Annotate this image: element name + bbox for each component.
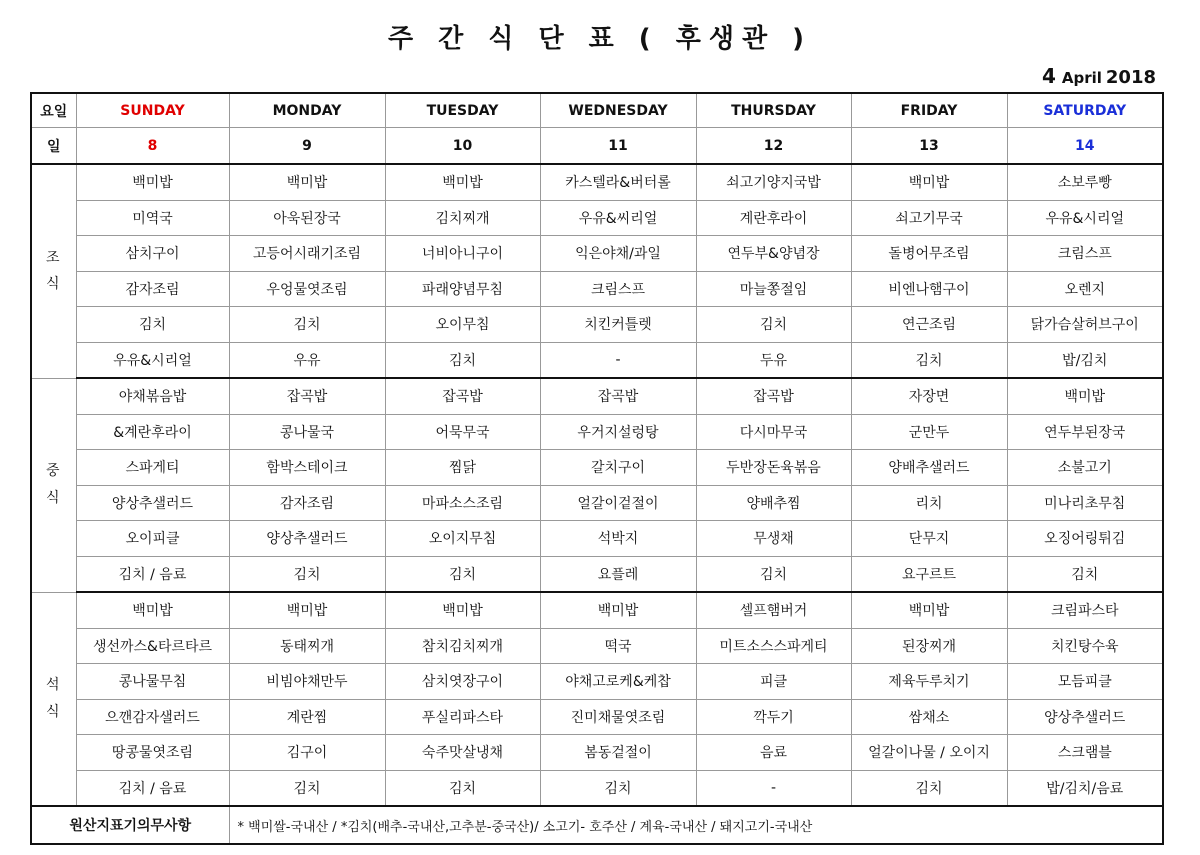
lunch-item-thursday: 잡곡밥	[696, 378, 851, 414]
breakfast-row	[31, 307, 1163, 343]
dinner-item-wednesday: 백미밥	[540, 592, 696, 628]
dinner-item-thursday: 음료	[696, 735, 851, 771]
lunch-item-monday: 콩나물국	[229, 414, 385, 450]
dinner-item-wednesday: 진미채물엿조림	[540, 699, 696, 735]
breakfast-item-thursday: 마늘쫑절임	[696, 271, 851, 307]
breakfast-label-char: 식	[45, 276, 62, 293]
lunch-item-friday: 단무지	[851, 521, 1007, 557]
dinner-item-thursday: 피클	[696, 664, 851, 700]
breakfast-item-monday: 아욱된장국	[229, 200, 385, 236]
dinner-item-saturday: 양상추샐러드	[1007, 699, 1163, 735]
breakfast-item-wednesday: 크림스프	[540, 271, 696, 307]
lunch-item-tuesday: 마파소스조림	[385, 485, 540, 521]
dinner-item-friday: 된장찌개	[851, 628, 1007, 664]
breakfast-item-monday: 우유	[229, 342, 385, 378]
breakfast-item-saturday: 닭가슴살허브구이	[1007, 307, 1163, 343]
breakfast-item-saturday: 우유&시리얼	[1007, 200, 1163, 236]
dinner-item-monday: 비빔야채만두	[229, 664, 385, 700]
dinner-item-wednesday: 떡국	[540, 628, 696, 664]
origin-notice-row	[31, 806, 1163, 844]
page-title: 주 간 식 단 표 ( 후생관 )	[387, 24, 813, 54]
dinner-item-saturday: 밥/김치/음료	[1007, 770, 1163, 806]
breakfast-row	[31, 200, 1163, 236]
date-saturday: 14	[1007, 128, 1163, 165]
dinner-item-wednesday: 김치	[540, 770, 696, 806]
dinner-row	[31, 699, 1163, 735]
dinner-item-saturday: 스크램블	[1007, 735, 1163, 771]
date-month: April	[1061, 69, 1102, 87]
date-year: 2018	[1105, 67, 1156, 88]
dinner-item-wednesday: 야채고로케&케찹	[540, 664, 696, 700]
lunch-item-friday: 리치	[851, 485, 1007, 521]
breakfast-item-thursday: 쇠고기양지국밥	[696, 164, 851, 200]
lunch-item-tuesday: 찜닭	[385, 450, 540, 486]
lunch-item-thursday: 김치	[696, 556, 851, 592]
menu-date	[1042, 64, 1156, 88]
dinner-item-sunday: 김치 / 음료	[76, 770, 229, 806]
lunch-item-thursday: 다시마무국	[696, 414, 851, 450]
lunch-item-friday: 양배추샐러드	[851, 450, 1007, 486]
dinner-label-char: 식	[45, 703, 62, 720]
breakfast-item-thursday: 연두부&양념장	[696, 236, 851, 272]
breakfast-item-tuesday: 김치찌개	[385, 200, 540, 236]
lunch-item-sunday: 양상추샐러드	[76, 485, 229, 521]
breakfast-row	[31, 236, 1163, 272]
dinner-item-monday: 계란찜	[229, 699, 385, 735]
header-tuesday: TUESDAY	[385, 93, 540, 128]
date-number-row	[31, 128, 1163, 165]
breakfast-row	[31, 342, 1163, 378]
breakfast-item-wednesday: -	[540, 342, 696, 378]
lunch-item-saturday: 백미밥	[1007, 378, 1163, 414]
lunch-row	[31, 414, 1163, 450]
date-thursday: 12	[696, 128, 851, 165]
breakfast-item-tuesday: 오이무침	[385, 307, 540, 343]
lunch-item-tuesday: 김치	[385, 556, 540, 592]
breakfast-item-monday: 우엉물엿조림	[229, 271, 385, 307]
date-tuesday: 10	[385, 128, 540, 165]
dinner-item-monday: 동태찌개	[229, 628, 385, 664]
dinner-item-saturday: 모듬피클	[1007, 664, 1163, 700]
weekly-menu-table	[30, 92, 1164, 845]
header-wednesday: WEDNESDAY	[540, 93, 696, 128]
lunch-row	[31, 378, 1163, 414]
weekday-row-label: 요일	[31, 93, 76, 128]
lunch-item-monday: 김치	[229, 556, 385, 592]
dinner-label-char: 석	[45, 677, 62, 694]
breakfast-item-saturday: 밥/김치	[1007, 342, 1163, 378]
lunch-item-monday: 감자조림	[229, 485, 385, 521]
lunch-label	[31, 378, 76, 592]
dinner-item-thursday: 미트소스스파게티	[696, 628, 851, 664]
dinner-item-friday: 쌈채소	[851, 699, 1007, 735]
dinner-row	[31, 592, 1163, 628]
lunch-item-monday: 함박스테이크	[229, 450, 385, 486]
dinner-row	[31, 770, 1163, 806]
breakfast-item-wednesday: 우유&씨리얼	[540, 200, 696, 236]
lunch-item-tuesday: 잡곡밥	[385, 378, 540, 414]
lunch-item-tuesday: 어묵무국	[385, 414, 540, 450]
lunch-item-sunday: 스파게티	[76, 450, 229, 486]
lunch-item-monday: 잡곡밥	[229, 378, 385, 414]
lunch-item-wednesday: 잡곡밥	[540, 378, 696, 414]
lunch-item-wednesday: 요플레	[540, 556, 696, 592]
dinner-item-tuesday: 푸실리파스타	[385, 699, 540, 735]
breakfast-item-friday: 백미밥	[851, 164, 1007, 200]
breakfast-item-saturday: 오렌지	[1007, 271, 1163, 307]
breakfast-item-sunday: 우유&시리얼	[76, 342, 229, 378]
dinner-item-tuesday: 삼치엿장구이	[385, 664, 540, 700]
dinner-item-friday: 백미밥	[851, 592, 1007, 628]
dinner-item-sunday: 백미밥	[76, 592, 229, 628]
lunch-item-wednesday: 석박지	[540, 521, 696, 557]
lunch-item-saturday: 소불고기	[1007, 450, 1163, 486]
lunch-item-monday: 양상추샐러드	[229, 521, 385, 557]
dinner-item-sunday: 콩나물무침	[76, 664, 229, 700]
breakfast-label-char: 조	[45, 249, 62, 266]
breakfast-item-sunday: 감자조림	[76, 271, 229, 307]
lunch-item-friday: 자장면	[851, 378, 1007, 414]
lunch-row	[31, 450, 1163, 486]
breakfast-row	[31, 271, 1163, 307]
lunch-row	[31, 556, 1163, 592]
lunch-item-wednesday: 얼갈이겉절이	[540, 485, 696, 521]
dinner-item-tuesday: 김치	[385, 770, 540, 806]
header-saturday: SATURDAY	[1007, 93, 1163, 128]
breakfast-item-thursday: 두유	[696, 342, 851, 378]
dinner-item-sunday: 땅콩물엿조림	[76, 735, 229, 771]
dinner-item-thursday: -	[696, 770, 851, 806]
breakfast-item-friday: 돌병어무조림	[851, 236, 1007, 272]
dinner-item-saturday: 치킨탕수육	[1007, 628, 1163, 664]
lunch-item-friday: 군만두	[851, 414, 1007, 450]
header-thursday: THURSDAY	[696, 93, 851, 128]
lunch-item-thursday: 두반장돈육볶음	[696, 450, 851, 486]
lunch-row	[31, 485, 1163, 521]
breakfast-item-sunday: 삼치구이	[76, 236, 229, 272]
lunch-item-sunday: 오이피클	[76, 521, 229, 557]
date-monday: 9	[229, 128, 385, 165]
lunch-item-saturday: 김치	[1007, 556, 1163, 592]
breakfast-item-wednesday: 카스텔라&버터롤	[540, 164, 696, 200]
dinner-item-monday: 김구이	[229, 735, 385, 771]
date-day: 4	[1041, 64, 1056, 88]
dinner-item-tuesday: 숙주맛살냉채	[385, 735, 540, 771]
lunch-item-sunday: &계란후라이	[76, 414, 229, 450]
dinner-row	[31, 664, 1163, 700]
lunch-item-wednesday: 우거지설렁탕	[540, 414, 696, 450]
date-friday: 13	[851, 128, 1007, 165]
breakfast-item-sunday: 김치	[76, 307, 229, 343]
dinner-item-friday: 제육두루치기	[851, 664, 1007, 700]
breakfast-item-sunday: 백미밥	[76, 164, 229, 200]
breakfast-item-wednesday: 치킨커틀렛	[540, 307, 696, 343]
breakfast-item-thursday: 김치	[696, 307, 851, 343]
origin-notice-label: 원산지표기의무사항	[31, 806, 229, 844]
breakfast-item-tuesday: 김치	[385, 342, 540, 378]
dinner-row	[31, 628, 1163, 664]
dinner-item-thursday: 셀프햄버거	[696, 592, 851, 628]
dinner-item-tuesday: 백미밥	[385, 592, 540, 628]
breakfast-item-saturday: 소보루빵	[1007, 164, 1163, 200]
header-friday: FRIDAY	[851, 93, 1007, 128]
lunch-item-saturday: 연두부된장국	[1007, 414, 1163, 450]
lunch-item-saturday: 미나리초무침	[1007, 485, 1163, 521]
dinner-label	[31, 592, 76, 806]
breakfast-item-monday: 백미밥	[229, 164, 385, 200]
date-sunday: 8	[76, 128, 229, 165]
dinner-item-friday: 김치	[851, 770, 1007, 806]
breakfast-label	[31, 164, 76, 378]
breakfast-item-friday: 비엔나햄구이	[851, 271, 1007, 307]
breakfast-item-monday: 고등어시래기조림	[229, 236, 385, 272]
lunch-label-char: 중	[45, 463, 62, 480]
dinner-item-friday: 얼갈이나물 / 오이지	[851, 735, 1007, 771]
lunch-item-wednesday: 갈치구이	[540, 450, 696, 486]
lunch-item-sunday: 야채볶음밥	[76, 378, 229, 414]
breakfast-item-sunday: 미역국	[76, 200, 229, 236]
lunch-item-thursday: 무생채	[696, 521, 851, 557]
dinner-item-sunday: 생선까스&타르타르	[76, 628, 229, 664]
breakfast-item-friday: 김치	[851, 342, 1007, 378]
dinner-item-sunday: 으깬감자샐러드	[76, 699, 229, 735]
dinner-item-wednesday: 봄동겉절이	[540, 735, 696, 771]
breakfast-item-thursday: 계란후라이	[696, 200, 851, 236]
dinner-item-monday: 김치	[229, 770, 385, 806]
dinner-item-saturday: 크림파스타	[1007, 592, 1163, 628]
lunch-item-sunday: 김치 / 음료	[76, 556, 229, 592]
dinner-row	[31, 735, 1163, 771]
lunch-row	[31, 521, 1163, 557]
lunch-label-char: 식	[45, 490, 62, 506]
dinner-item-monday: 백미밥	[229, 592, 385, 628]
lunch-item-thursday: 양배추찜	[696, 485, 851, 521]
breakfast-item-friday: 쇠고기무국	[851, 200, 1007, 236]
origin-notice-text: * 백미쌀-국내산 / *김치(배추-국내산,고추분-중국산)/ 소고기- 호주산 / 계육-국내산 / 돼지고기-국내산	[229, 806, 1163, 844]
breakfast-item-tuesday: 파래양념무침	[385, 271, 540, 307]
breakfast-item-tuesday: 백미밥	[385, 164, 540, 200]
lunch-item-saturday: 오징어링튀김	[1007, 521, 1163, 557]
date-row-label: 일	[31, 128, 76, 165]
header-monday: MONDAY	[229, 93, 385, 128]
dinner-item-tuesday: 참치김치찌개	[385, 628, 540, 664]
breakfast-item-friday: 연근조림	[851, 307, 1007, 343]
date-wednesday: 11	[540, 128, 696, 165]
weekday-header-row	[31, 93, 1163, 128]
breakfast-item-tuesday: 너비아니구이	[385, 236, 540, 272]
lunch-item-friday: 요구르트	[851, 556, 1007, 592]
header-sunday: SUNDAY	[76, 93, 229, 128]
breakfast-item-wednesday: 익은야채/과일	[540, 236, 696, 272]
lunch-item-tuesday: 오이지무침	[385, 521, 540, 557]
dinner-item-thursday: 깍두기	[696, 699, 851, 735]
breakfast-row	[31, 164, 1163, 200]
breakfast-item-saturday: 크림스프	[1007, 236, 1163, 272]
breakfast-item-monday: 김치	[229, 307, 385, 343]
